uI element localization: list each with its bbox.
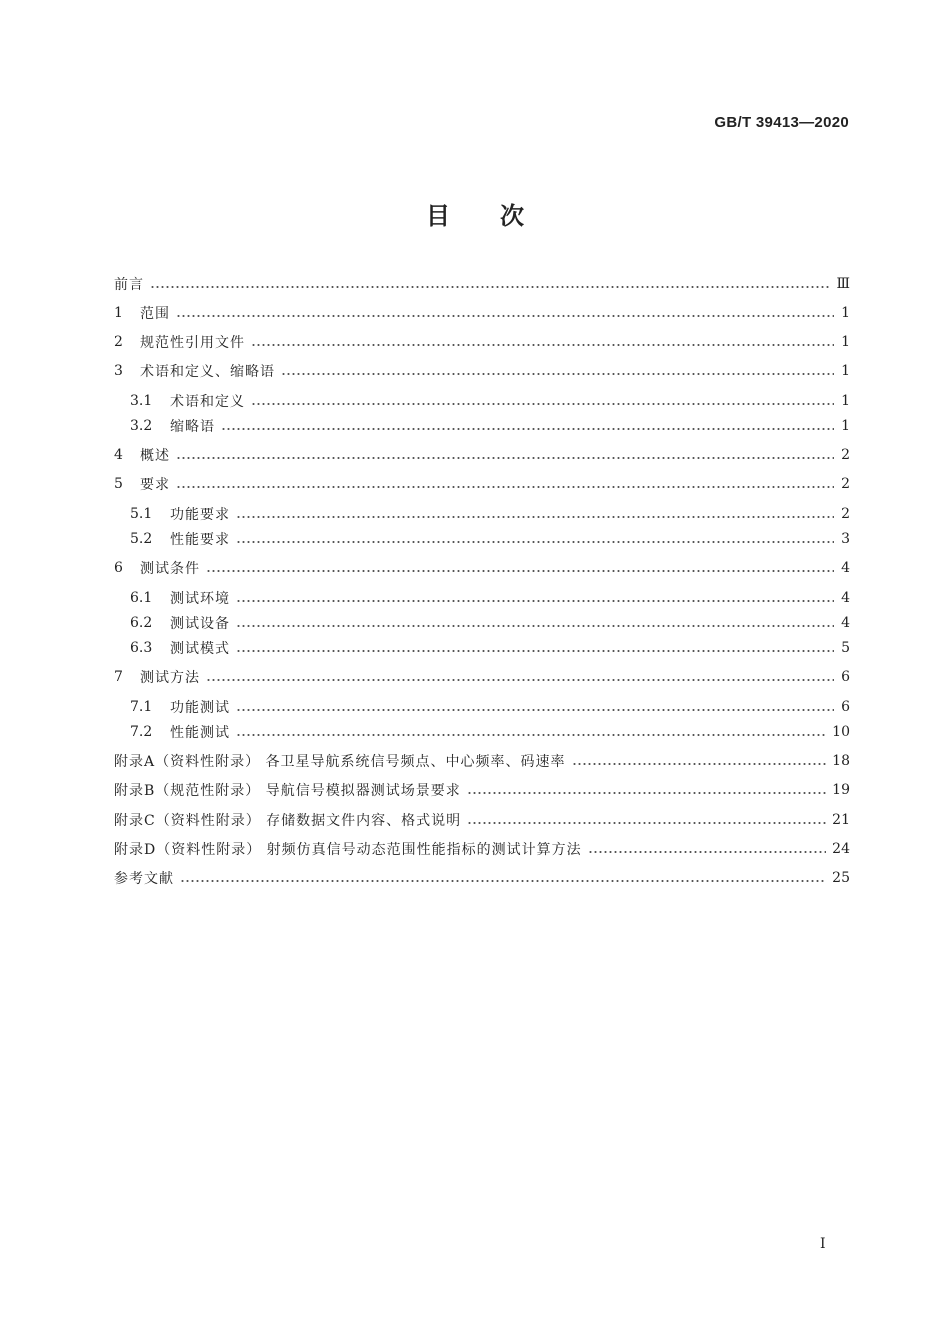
toc-leader [236,528,834,550]
toc-number: 7.2 [130,724,153,740]
toc-title: 功能测试 [170,700,230,716]
toc-entry[interactable] [114,666,850,688]
toc-page: 10 [832,724,850,740]
toc-title: 术语和定义、缩略语 [140,364,275,380]
toc-entry[interactable] [114,809,850,831]
toc-page: 2 [841,447,850,463]
toc-leader [206,666,834,688]
toc-leader [236,637,834,659]
toc-leader [176,302,834,324]
toc-entry[interactable] [114,331,850,353]
standard-number: GB/T 39413—2020 [714,114,849,131]
toc-number: 7 [114,669,123,685]
toc-title: 附录C（资料性附录） 存储数据文件内容、格式说明 [114,813,462,829]
toc-title: 要求 [140,477,170,493]
toc-title: 规范性引用文件 [140,335,245,351]
toc-title: 测试环境 [170,591,230,607]
toc-leader [176,473,834,495]
toc-entry[interactable] [130,721,850,743]
toc-number: 5.1 [130,506,153,522]
page-title: 目次 [426,202,574,230]
toc-page: 1 [841,363,850,379]
toc-title: 测试方法 [140,670,200,686]
toc-title: 附录A（资料性附录） 各卫星导航系统信号频点、中心频率、码速率 [114,754,566,770]
toc-page: 1 [841,334,850,350]
toc-leader [150,273,830,295]
toc-number: 4 [114,447,123,463]
toc-entry[interactable] [130,503,850,525]
toc-entry[interactable] [114,779,850,801]
toc-number: 3 [114,363,123,379]
toc-entry[interactable] [130,390,850,412]
toc-title: 功能要求 [170,507,230,523]
toc-page: 3 [841,531,850,547]
toc-number: 5.2 [130,531,153,547]
toc-entry[interactable] [114,750,850,772]
toc-number: 5 [114,476,123,492]
toc-entry[interactable] [114,867,850,889]
toc-leader [251,331,834,353]
toc-page: 21 [832,812,850,828]
toc-number: 2 [114,334,123,350]
toc-entry[interactable] [114,557,850,579]
toc-page: 1 [841,393,850,409]
toc-leader [467,779,826,801]
toc-page: 6 [841,669,850,685]
toc-leader [236,503,834,525]
toc-number: 6.3 [130,640,153,656]
toc-leader [251,390,834,412]
toc-leader [236,612,834,634]
toc-number: 1 [114,305,123,321]
toc-entry[interactable] [130,587,850,609]
toc-title: 附录D（资料性附录） 射频仿真信号动态范围性能指标的测试计算方法 [114,842,582,858]
toc-page: 4 [841,590,850,606]
toc-number: 6.1 [130,590,153,606]
toc-title: 前言 [114,277,144,293]
toc-title: 性能测试 [170,725,230,741]
toc-page: 6 [841,699,850,715]
toc-page: 19 [832,782,850,798]
toc-entry[interactable] [130,637,850,659]
page-number: I [820,1236,826,1252]
toc-number: 6.2 [130,615,153,631]
toc-entry[interactable] [130,415,850,437]
toc-title: 测试条件 [140,561,200,577]
toc-leader [281,360,834,382]
toc-page: 1 [841,418,850,434]
toc-leader [176,444,834,466]
toc-title: 性能要求 [170,532,230,548]
toc-page: 4 [841,560,850,576]
toc-page: 2 [841,506,850,522]
toc-entry[interactable] [114,444,850,466]
toc-title: 附录B（规范性附录） 导航信号模拟器测试场景要求 [114,783,461,799]
toc-page: 5 [841,640,850,656]
toc-title: 测试设备 [170,616,230,632]
toc-leader [467,809,826,831]
toc-page: 4 [841,615,850,631]
toc-entry[interactable] [130,612,850,634]
toc-title: 范围 [140,306,170,322]
toc-entry[interactable] [130,528,850,550]
toc-page: 25 [832,870,850,886]
toc-leader [572,750,827,772]
toc-title: 概述 [140,448,170,464]
toc-leader [221,415,834,437]
toc-page: Ⅲ [836,276,850,292]
toc-page: 18 [832,753,850,769]
toc-entry[interactable] [114,302,850,324]
toc-title: 缩略语 [170,419,215,435]
toc-entry[interactable] [114,360,850,382]
toc-number: 6 [114,560,123,576]
toc-title: 测试模式 [170,641,230,657]
toc-page: 24 [832,841,850,857]
toc-leader [180,867,826,889]
toc-title: 术语和定义 [170,394,245,410]
toc-number: 7.1 [130,699,153,715]
toc-leader [236,696,834,718]
toc-entry[interactable] [114,473,850,495]
toc-entry[interactable] [114,273,850,295]
toc-leader [236,587,834,609]
toc-leader [206,557,834,579]
toc-entry[interactable] [130,696,850,718]
toc-number: 3.2 [130,418,153,434]
toc-number: 3.1 [130,393,153,409]
toc-page: 2 [841,476,850,492]
toc-entry[interactable] [114,838,850,860]
toc-title: 参考文献 [114,871,174,887]
toc-leader [236,721,826,743]
toc-page: 1 [841,305,850,321]
toc-leader [588,838,826,860]
